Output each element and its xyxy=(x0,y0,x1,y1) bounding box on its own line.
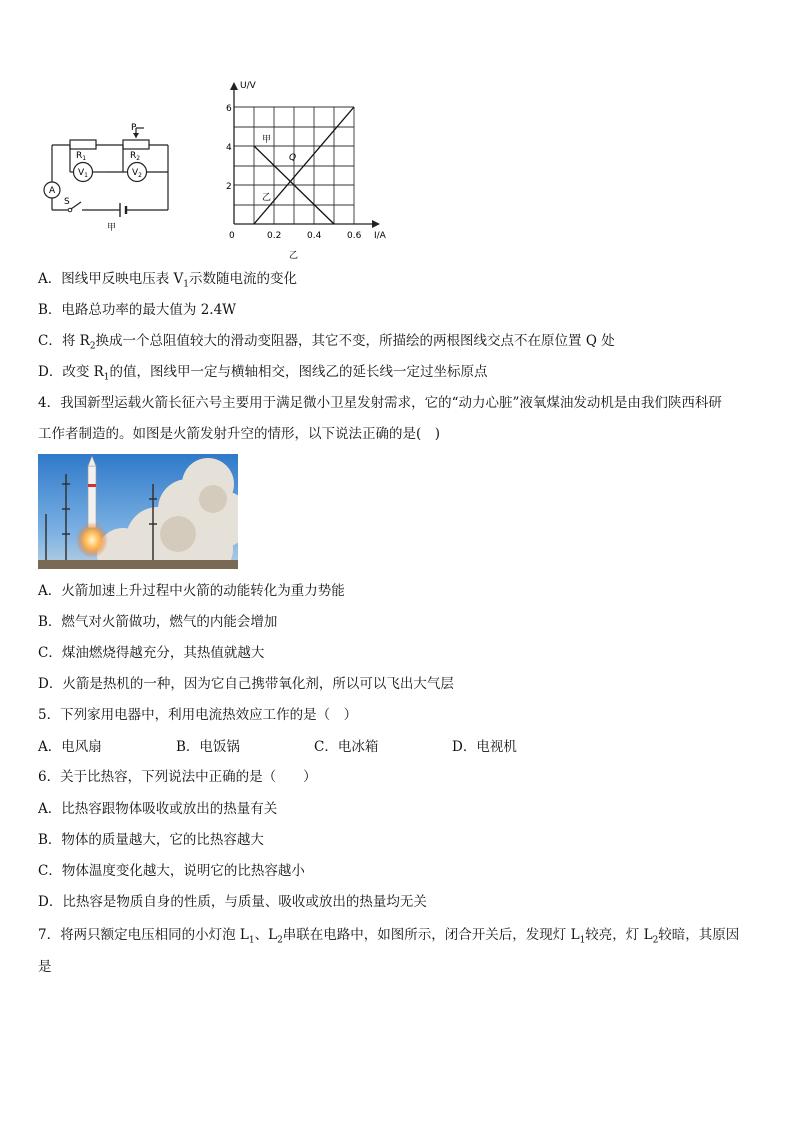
y-axis-label: U/V xyxy=(240,81,256,91)
q5-stem: 5．下列家用电器中，利用电流热效应工作的是（ ） xyxy=(38,707,358,723)
x-tick-04: 0.4 xyxy=(307,231,322,241)
q3-option-d: D．改变 $R_1$的值，图线甲一定与横轴相交，图线乙的延长线一定过坐标原点 xyxy=(38,364,488,383)
label-yi: 乙 xyxy=(262,193,272,203)
q3-option-a: A．图线甲反映电压表 $V_1$示数随电流的变化 xyxy=(38,271,298,290)
x-axis-label: I/A xyxy=(374,231,386,241)
label-r2: $R_2$ xyxy=(130,151,141,162)
x-tick-02: 0.2 xyxy=(267,231,282,241)
y-tick-6: 6 xyxy=(226,104,232,114)
q6-option-a: A．比热容跟物体吸收或放出的热量有关 xyxy=(38,801,278,817)
circuit-diagram xyxy=(40,118,180,233)
rocket-launch-photo xyxy=(38,454,238,569)
label-ammeter: A xyxy=(49,186,56,196)
q5-option-d: D．电视机 xyxy=(452,739,517,755)
q4-option-a: A．火箭加速上升过程中火箭的动能转化为重力势能 xyxy=(38,583,345,599)
q3-option-b: B．电路总功率的最大值为 2.4W xyxy=(38,302,237,318)
label-v2: $V_2$ xyxy=(132,168,142,179)
graph-caption: 乙 xyxy=(289,251,299,261)
q4-option-d: D．火箭是热机的一种，因为它自己携带氧化剂，所以可以飞出大气层 xyxy=(38,676,454,692)
q4-option-b: B．燃气对火箭做功，燃气的内能会增加 xyxy=(38,614,278,630)
q7-stem-line1: 7．将两只额定电压相同的小灯泡 $L_1$、$L_2$串联在电路中，如图所示，闭合开关后，发现灯 $L_1$较亮，灯 $L_2$较暗，其原因 xyxy=(38,927,740,946)
q6-stem: 6．关于比热容，下列说法中正确的是（ ） xyxy=(38,769,317,785)
label-q: Q xyxy=(289,153,297,163)
q4-option-c: C．煤油燃烧得越充分，其热值就越大 xyxy=(38,645,265,661)
label-v1: $V_1$ xyxy=(78,168,88,179)
q5-option-a: A．电风扇 xyxy=(38,739,102,755)
q7-stem-line2: 是 xyxy=(38,959,52,975)
y-tick-4: 4 xyxy=(226,143,232,153)
label-r1: $R_1$ xyxy=(76,151,87,162)
label-p: P xyxy=(131,123,137,133)
label-jia: 甲 xyxy=(262,135,272,145)
circuit-caption: 甲 xyxy=(107,223,117,233)
q5-option-b: B．电饭锅 xyxy=(176,739,240,755)
q6-option-c: C．物体温度变化越大，说明它的比热容越小 xyxy=(38,863,305,879)
q6-option-d: D．比热容是物质自身的性质，与质量、吸收或放出的热量均无关 xyxy=(38,894,427,910)
q3-option-c: C．将 $R_2$换成一个总阻值较大的滑动变阻器，其它不变，所描绘的两根图线交点不在原位置 Q 处 xyxy=(38,333,615,352)
origin-label: 0 xyxy=(229,231,235,241)
x-tick-06: 0.6 xyxy=(347,231,362,241)
y-tick-2: 2 xyxy=(226,182,232,192)
q6-option-b: B．物体的质量越大，它的比热容越大 xyxy=(38,832,264,848)
q4-stem-line2: 工作者制造的。如图是火箭发射升空的情形，以下说法正确的是( ) xyxy=(38,426,441,442)
label-switch: S xyxy=(64,197,70,207)
q5-option-c: C．电冰箱 xyxy=(314,739,379,755)
q4-stem-line1: 4．我国新型运载火箭长征六号主要用于满足微小卫星发射需求，它的“动力心脏”液氧煤油发动机是由我们陕西科研 xyxy=(38,395,722,411)
line-yi xyxy=(254,107,354,224)
ui-graph xyxy=(222,80,392,262)
